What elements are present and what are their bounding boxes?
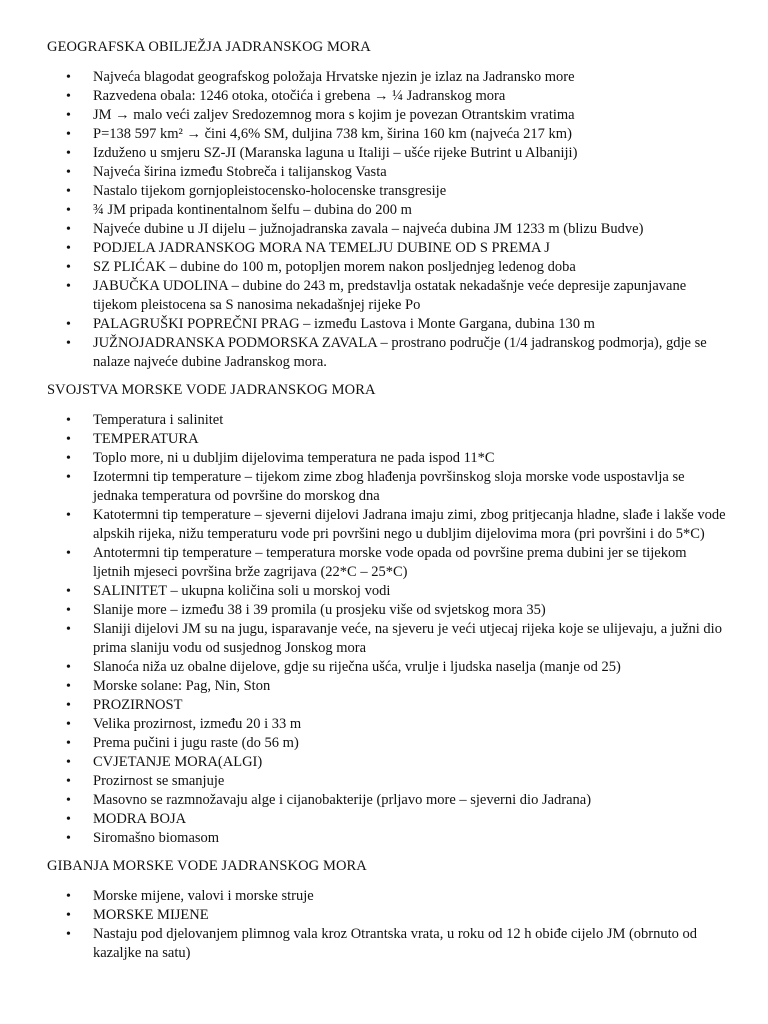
list-item: • JM → malo veći zaljev Sredozemnog mora s kojim je povezan Otrantskim vratima (47, 106, 727, 125)
list-item: • Nastaju pod djelovanjem plimnog vala kroz Otrantska vrata, u roku od 12 h obiđe cijelo JM (obrnuto od kazaljke na satu) (47, 925, 727, 963)
list-item: • Nastalo tijekom gornjopleistocensko-holocenske transgresije (47, 182, 727, 201)
list-item: • Prema pučini i jugu raste (do 56 m) (47, 734, 727, 753)
list-item: • Toplo more, ni u dubljim dijelovima temperatura ne pada ispod 11*C (47, 449, 727, 468)
list-item: • PALAGRUŠKI POPREČNI PRAG – između Lastova i Monte Gargana, dubina 130 m (47, 315, 727, 334)
list-item: • Siromašno biomasom (47, 829, 727, 848)
list-item: • Antotermni tip temperature – temperatura morske vode opada od površine prema dubini jer se tijekom ljetnih mjeseci površina brže zagrijava (22*C – 25*C) (47, 544, 727, 582)
section-title-gibanja: GIBANJA MORSKE VODE JADRANSKOG MORA (47, 858, 367, 874)
list-item: • CVJETANJE MORA(ALGI) (47, 753, 727, 772)
list-item: • Katotermni tip temperature – sjeverni dijelovi Jadrana imaju zimi, zbog pritjecanja hladne, slađe i lakše vode alpskih rijeka, nižu temperaturu vode pri površini nego u dubljim dijelovima mora (pri površini i do 5*C) (47, 506, 727, 544)
list-item: • TEMPERATURA (47, 430, 727, 449)
list-item: • Temperatura i salinitet (47, 411, 727, 430)
list-item: • Slaniji dijelovi JM su na jugu, isparavanje veće, na sjeveru je veći utjecaj rijeka koje se ulijevaju, a južni dio prima slaniju vodu od susjednog Jonskog mora (47, 620, 727, 658)
list-item: • Morske solane: Pag, Nin, Ston (47, 677, 727, 696)
list-item: • PODJELA JADRANSKOG MORA NA TEMELJU DUBINE OD S PREMA J (47, 239, 727, 258)
list-item: • Najveća širina između Stobreča i talijanskog Vasta (47, 163, 727, 182)
list-item: • SZ PLIĆAK – dubine do 100 m, potopljen morem nakon posljednjeg ledenog doba (47, 258, 727, 277)
section-title-geografska: GEOGRAFSKA OBILJEŽJA JADRANSKOG MORA (47, 39, 371, 55)
bullet-list-gibanja (47, 887, 727, 963)
document-page (47, 38, 727, 972)
list-item: • ¾ JM pripada kontinentalnom šelfu – dubina do 200 m (47, 201, 727, 220)
list-item: • Izduženo u smjeru SZ-JI (Maranska laguna u Italiji – ušće rijeke Butrint u Albaniji) (47, 144, 727, 163)
list-item: • P=138 597 km² → čini 4,6% SM, duljina 738 km, širina 160 km (najveća 217 km) (47, 125, 727, 144)
bullet-list-geografska (47, 68, 727, 372)
bullet-list-svojstva (47, 411, 727, 848)
list-item: • Slanoća niža uz obalne dijelove, gdje su riječna ušća, vrulje i ljudska naselja (manje od 25) (47, 658, 727, 677)
list-item: • MODRA BOJA (47, 810, 727, 829)
list-item: • Slanije more – između 38 i 39 promila (u prosjeku više od svjetskog mora 35) (47, 601, 727, 620)
section-title-svojstva: SVOJSTVA MORSKE VODE JADRANSKOG MORA (47, 382, 376, 398)
list-item: • PROZIRNOST (47, 696, 727, 715)
list-item: • JUŽNOJADRANSKA PODMORSKA ZAVALA – prostrano područje (1/4 jadranskog podmorja), gdje se nalaze najveće dubine Jadranskog mora. (47, 334, 727, 372)
list-item: • Masovno se razmnožavaju alge i cijanobakterije (prljavo more – sjeverni dio Jadrana) (47, 791, 727, 810)
list-item: • Prozirnost se smanjuje (47, 772, 727, 791)
list-item: • Velika prozirnost, između 20 i 33 m (47, 715, 727, 734)
list-item: • Morske mijene, valovi i morske struje (47, 887, 727, 906)
list-item: • Najveća blagodat geografskog položaja Hrvatske njezin je izlaz na Jadransko more (47, 68, 727, 87)
list-item: • Izotermni tip temperature – tijekom zime zbog hlađenja površinskog sloja morske vode uspostavlja se jednaka temperatura od površine do morskog dna (47, 468, 727, 506)
list-item: • MORSKE MIJENE (47, 906, 727, 925)
list-item: • Najveće dubine u JI dijelu – južnojadranska zavala – najveća dubina JM 1233 m (blizu Budve) (47, 220, 727, 239)
list-item: • Razvedena obala: 1246 otoka, otočića i grebena → ¼ Jadranskog mora (47, 87, 727, 106)
list-item: • SALINITET – ukupna količina soli u morskoj vodi (47, 582, 727, 601)
list-item: • JABUČKA UDOLINA – dubine do 243 m, predstavlja ostatak nekadašnje veće depresije zapunjavane tijekom pleistocena sa S nanosima nekadašnjej rijeke Po (47, 277, 727, 315)
